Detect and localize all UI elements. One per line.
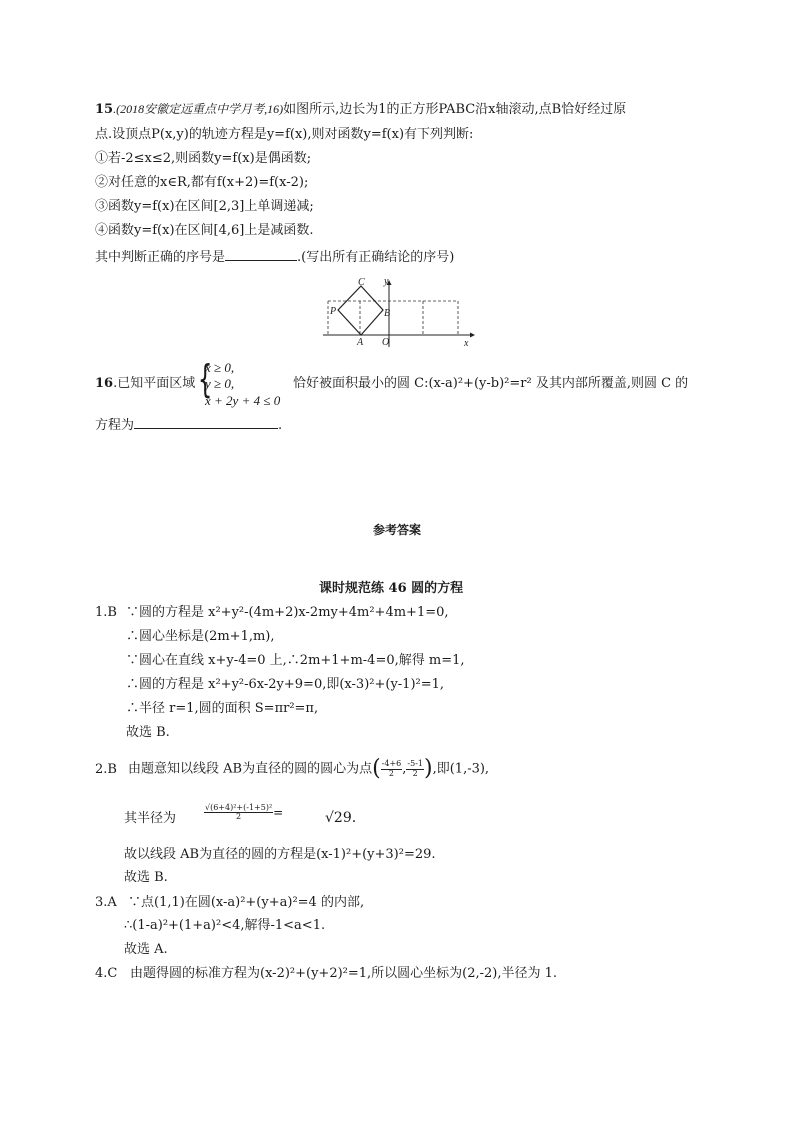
q16-stem-post: 恰好被面积最小的圆 C:(x-a)²+(y-b)²=r² 及其内部所覆盖,则圆 C 的	[293, 376, 689, 391]
a3-label: 3.A	[95, 895, 117, 910]
a2-line-1: 由题意知以线段 AB为直径的圆的圆心为点( $\frac{-4+6}{2}$ , $\frac{-5-1}{2}$ ),即(1,-3),	[128, 756, 490, 781]
q15-item-4: ④函数y=f(x)在区间[4,6]上是减函数.	[95, 223, 314, 238]
q16-brace: {	[197, 357, 213, 401]
q16-stem-pre	[95, 377, 195, 390]
a1-line-3: ∵圆心在直线 x+y-4=0 上,∴2m+1+m-4=0,解得 m=1,	[126, 653, 465, 668]
q15-item-3: ③函数y=f(x)在区间[2,3]上单调递减;	[95, 199, 314, 214]
a3-line-1: ∵点(1,1)在圆(x-a)²+(y+a)²=4 的内部,	[128, 895, 365, 910]
x-axis-arrow	[470, 333, 475, 338]
a3-line-3: 故选 A.	[124, 942, 168, 957]
q15-item-1: ①若-2≤x≤2,则函数y=f(x)是偶函数;	[95, 151, 312, 166]
label-y: y	[384, 276, 389, 287]
label-x: x	[464, 338, 469, 349]
a2-line-4: 故选 B.	[124, 870, 168, 885]
a2-line-1-post: ,即(1,-3),	[432, 761, 490, 777]
q15-answer-blank[interactable]	[225, 248, 297, 261]
label-b: B	[384, 308, 391, 319]
q16-pre-text: .已知平面区域	[113, 376, 196, 391]
a2-frac-2: $\frac{-5-1}{2}$	[407, 759, 423, 778]
a2-frac-1: $\frac{-4+6}{2}$	[381, 759, 402, 778]
a1-line-5: ∴半径 r=1,圆的面积 S=πr²=π,	[126, 701, 319, 716]
q15-source: .(2018安徽定远重点中学月考,16)	[113, 102, 284, 116]
a2-radius-value: √29.	[325, 810, 357, 826]
q16-sys-1: x ≥ 0,	[205, 360, 235, 375]
a1-line-1: ∵圆的方程是 x²+y²-(4m+2)x-2my+4m²+4m+1=0,	[126, 605, 449, 620]
q16-answer-blank[interactable]	[134, 416, 278, 429]
a1-line-4: ∴圆的方程是 x²+y²-6x-2y+9=0,即(x-3)²+(y-1)²=1,	[126, 677, 445, 692]
q15-item-2: ②对任意的x∈R,都有f(x+2)=f(x-2);	[95, 175, 309, 190]
a4-line-1: 由题得圆的标准方程为(x-2)²+(y+2)²=1,所以圆心坐标为(2,-2),半径为 1.	[130, 966, 558, 981]
a1-line-6: 故选 B.	[126, 725, 170, 740]
q16-line2-end: .	[278, 418, 283, 433]
answers-section: 课时规范练 46 圆的方程	[319, 581, 464, 596]
q15-ask	[95, 248, 454, 264]
a2-radius-frac: $\frac{\text{√(6+4)²+(-1+5)²}}{2}$ =	[205, 803, 284, 822]
a1-label: 1.B	[95, 605, 117, 620]
q15-stem-1: 如图所示,边长为1的正方形PABC沿x轴滚动,点B恰好经过原	[283, 102, 627, 117]
a2-line-3: 故以线段 AB为直径的圆的方程是(x-1)²+(y+3)²=29.	[124, 847, 436, 862]
q16-sys-3: x + 2y + 4 ≤ 0	[205, 393, 281, 408]
q16-line2	[95, 416, 282, 432]
answers-heading: 参考答案	[372, 523, 421, 537]
a2-line-1-pre: 由题意知以线段 AB为直径的圆的圆心为点	[128, 761, 373, 777]
q15-stem-2: 点.设顶点P(x,y)的轨迹方程是y=f(x),则对函数y=f(x)有下列判断:	[95, 127, 474, 142]
a4-label: 4.C	[95, 966, 118, 981]
a2-label: 2.B	[95, 762, 117, 777]
q15-ask-pre: 其中判断正确的序号是	[95, 250, 226, 265]
q15-figure	[318, 275, 478, 350]
a2-line-2-pre: 其半径为	[124, 811, 177, 826]
a3-line-2: ∴(1-a)²+(1+a)²<4,解得-1<a<1.	[124, 918, 326, 933]
q15-ask-post: .(写出所有正确结论的序号)	[297, 250, 455, 265]
label-c: C	[358, 277, 365, 288]
square-pabc	[338, 286, 383, 335]
q15-line1	[95, 103, 626, 116]
q15-number: 15	[95, 102, 114, 117]
q16-number: 16	[95, 376, 114, 391]
label-a: A	[357, 337, 364, 348]
label-p: P	[330, 306, 337, 317]
a1-line-2: ∴圆心坐标是(2m+1,m),	[126, 629, 275, 644]
q16-sys-2: y ≥ 0,	[205, 376, 235, 391]
label-o: O	[382, 337, 390, 348]
q16-line2-text: 方程为	[95, 418, 135, 433]
